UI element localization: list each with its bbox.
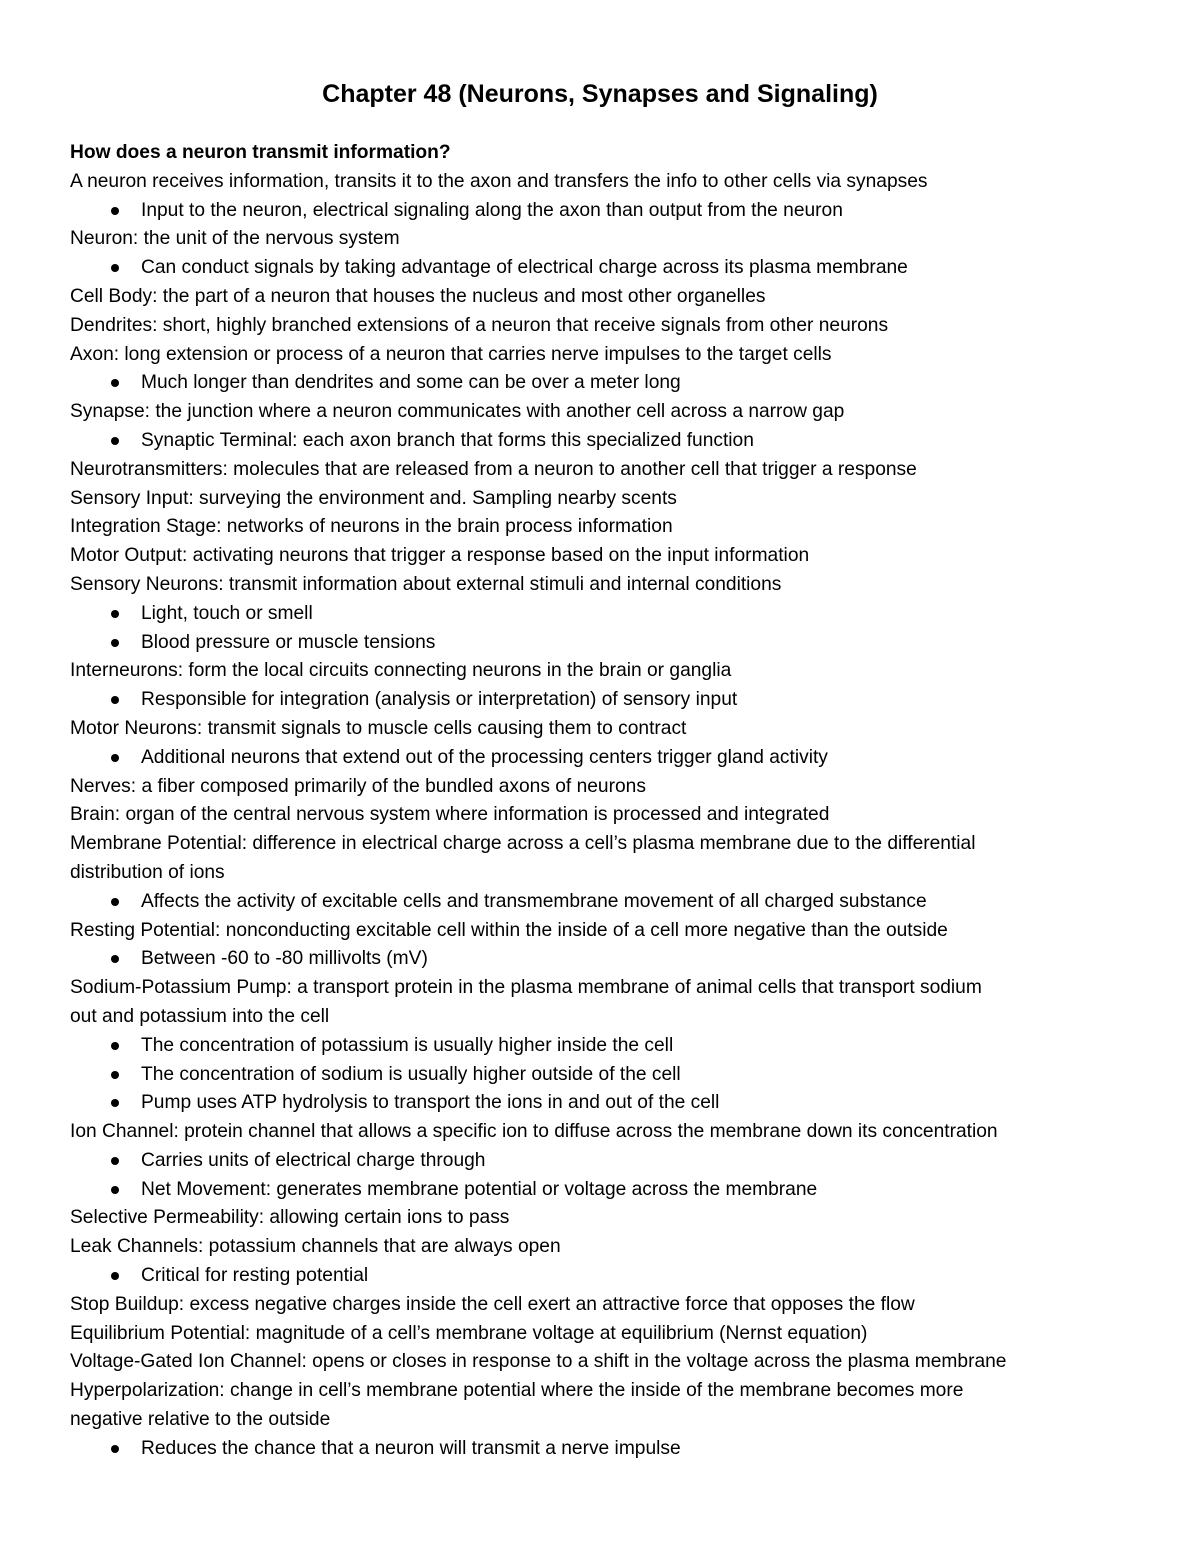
bullet-item	[70, 1032, 1140, 1061]
line-text: How does a neuron transmit information?	[70, 142, 451, 163]
bullet-item	[70, 888, 1140, 917]
bullet-item	[70, 1262, 1140, 1291]
line-text: Pump uses ATP hydrolysis to transport the ions in and out of the cell	[141, 1092, 720, 1114]
line-text: Motor Neurons: transmit signals to muscle cells causing them to contract	[70, 717, 687, 739]
bullet-dot-icon	[111, 639, 119, 647]
text-line	[70, 974, 1140, 1003]
bullet-dot-icon	[111, 1071, 119, 1079]
line-text: Voltage-Gated Ion Channel: opens or closes in response to a shift in the voltage across the plasma membrane	[70, 1351, 1007, 1373]
document-body	[70, 139, 1140, 1464]
bullet-dot-icon	[111, 610, 119, 618]
line-text: Equilibrium Potential: magnitude of a cell’s membrane voltage at equilibrium (Nernst equation)	[70, 1322, 868, 1344]
line-text: Interneurons: form the local circuits connecting neurons in the brain or ganglia	[70, 660, 732, 682]
line-text: Ion Channel: protein channel that allows a specific ion to diffuse across the membrane down its concentration	[70, 1121, 998, 1143]
line-text: Motor Output: activating neurons that trigger a response based on the input information	[70, 545, 810, 567]
line-text: Dendrites: short, highly branched extensions of a neuron that receive signals from other neurons	[70, 314, 889, 336]
bullet-item	[70, 629, 1140, 658]
line-text: out and potassium into the cell	[70, 1005, 330, 1027]
text-line	[70, 1233, 1140, 1262]
line-text: The concentration of sodium is usually higher outside of the cell	[141, 1063, 681, 1085]
line-text: A neuron receives information, transits it to the axon and transfers the info to other cells via synapses	[70, 170, 928, 192]
text-line	[70, 341, 1140, 370]
bullet-item	[70, 686, 1140, 715]
bullet-dot-icon	[111, 754, 119, 762]
text-line	[70, 225, 1140, 254]
text-line	[70, 917, 1140, 946]
bullet-item	[70, 945, 1140, 974]
text-line	[70, 773, 1140, 802]
line-text: Stop Buildup: excess negative charges inside the cell exert an attractive force that opposes the flow	[70, 1293, 915, 1315]
line-text: Can conduct signals by taking advantage of electrical charge across its plasma membrane	[141, 257, 908, 279]
text-line	[70, 1204, 1140, 1233]
bullet-item	[70, 600, 1140, 629]
bullet-dot-icon	[111, 1042, 119, 1050]
line-text: Nerves: a fiber composed primarily of the bundled axons of neurons	[70, 775, 646, 797]
bullet-item	[70, 1435, 1140, 1464]
text-line	[70, 571, 1140, 600]
text-line	[70, 456, 1140, 485]
text-line	[70, 1320, 1140, 1349]
line-text: Neurotransmitters: molecules that are released from a neuron to another cell that trigger a response	[70, 458, 917, 480]
bullet-dot-icon	[111, 1445, 119, 1453]
page-title: Chapter 48 (Neurons, Synapses and Signaling)	[322, 80, 878, 108]
line-text: Sensory Neurons: transmit information about external stimuli and internal conditions	[70, 573, 782, 595]
bullet-item	[70, 744, 1140, 773]
section-heading	[70, 139, 1140, 168]
line-text: Cell Body: the part of a neuron that houses the nucleus and most other organelles	[70, 285, 766, 307]
bullet-dot-icon	[111, 437, 119, 445]
bullet-dot-icon	[111, 1186, 119, 1194]
line-text: Critical for resting potential	[141, 1265, 369, 1287]
line-text: Reduces the chance that a neuron will transmit a nerve impulse	[141, 1437, 681, 1459]
text-line	[70, 1377, 1140, 1406]
line-text: Between -60 to -80 millivolts (mV)	[141, 948, 428, 970]
text-line	[70, 398, 1140, 427]
bullet-dot-icon	[111, 1099, 119, 1107]
line-text: Input to the neuron, electrical signaling along the axon than output from the neuron	[141, 199, 843, 221]
line-text: Brain: organ of the central nervous system where information is processed and integrated	[70, 804, 830, 826]
bullet-item	[70, 369, 1140, 398]
line-text: negative relative to the outside	[70, 1409, 331, 1431]
text-line	[70, 859, 1140, 888]
bullet-dot-icon	[111, 898, 119, 906]
text-line	[70, 1118, 1140, 1147]
text-line	[70, 715, 1140, 744]
line-text: Additional neurons that extend out of the processing centers trigger gland activity	[141, 746, 828, 768]
line-text: The concentration of potassium is usually higher inside the cell	[141, 1034, 674, 1056]
line-text: Synaptic Terminal: each axon branch that forms this specialized function	[141, 429, 754, 451]
text-line	[70, 485, 1140, 514]
bullet-item	[70, 1147, 1140, 1176]
line-text: Sensory Input: surveying the environment and. Sampling nearby scents	[70, 487, 677, 509]
line-text: Net Movement: generates membrane potential or voltage across the membrane	[141, 1178, 818, 1200]
bullet-dot-icon	[111, 1157, 119, 1165]
line-text: Much longer than dendrites and some can be over a meter long	[141, 372, 681, 394]
line-text: Resting Potential: nonconducting excitable cell within the inside of a cell more negative than the outside	[70, 919, 948, 941]
line-text: Neuron: the unit of the nervous system	[70, 228, 400, 250]
line-text: Leak Channels: potassium channels that are always open	[70, 1236, 561, 1258]
bullet-dot-icon	[111, 696, 119, 704]
bullet-item	[70, 1176, 1140, 1205]
line-text: Axon: long extension or process of a neuron that carries nerve impulses to the target cells	[70, 343, 832, 365]
line-text: distribution of ions	[70, 861, 225, 883]
bullet-dot-icon	[111, 955, 119, 963]
text-line	[70, 1348, 1140, 1377]
line-text: Integration Stage: networks of neurons in the brain process information	[70, 516, 673, 538]
line-text: Synapse: the junction where a neuron communicates with another cell across a narrow gap	[70, 401, 845, 423]
bullet-dot-icon	[111, 379, 119, 387]
text-line	[70, 830, 1140, 859]
bullet-dot-icon	[111, 207, 119, 215]
text-line	[70, 1291, 1140, 1320]
line-text: Light, touch or smell	[141, 602, 313, 624]
text-line	[70, 657, 1140, 686]
bullet-dot-icon	[111, 264, 119, 272]
text-line	[70, 312, 1140, 341]
line-text: Responsible for integration (analysis or interpretation) of sensory input	[141, 689, 738, 711]
line-text: Hyperpolarization: change in cell’s membrane potential where the inside of the membrane becomes more	[70, 1380, 964, 1402]
bullet-item	[70, 427, 1140, 456]
line-text: Sodium-Potassium Pump: a transport protein in the plasma membrane of animal cells that transport sodium	[70, 977, 982, 999]
line-text: Selective Permeability: allowing certain ions to pass	[70, 1207, 510, 1229]
text-line	[70, 542, 1140, 571]
line-text: Blood pressure or muscle tensions	[141, 631, 436, 653]
bullet-item	[70, 1089, 1140, 1118]
text-line	[70, 1406, 1140, 1435]
text-line	[70, 1003, 1140, 1032]
line-text: Membrane Potential: difference in electrical charge across a cell’s plasma membrane due to the differential	[70, 833, 976, 855]
bullet-item	[70, 254, 1140, 283]
bullet-item	[70, 1061, 1140, 1090]
bullet-item	[70, 197, 1140, 226]
bullet-dot-icon	[111, 1272, 119, 1280]
line-text: Affects the activity of excitable cells and transmembrane movement of all charged substance	[141, 890, 927, 912]
line-text: Carries units of electrical charge through	[141, 1149, 486, 1171]
text-line	[70, 168, 1140, 197]
text-line	[70, 283, 1140, 312]
text-line	[70, 513, 1140, 542]
text-line	[70, 801, 1140, 830]
